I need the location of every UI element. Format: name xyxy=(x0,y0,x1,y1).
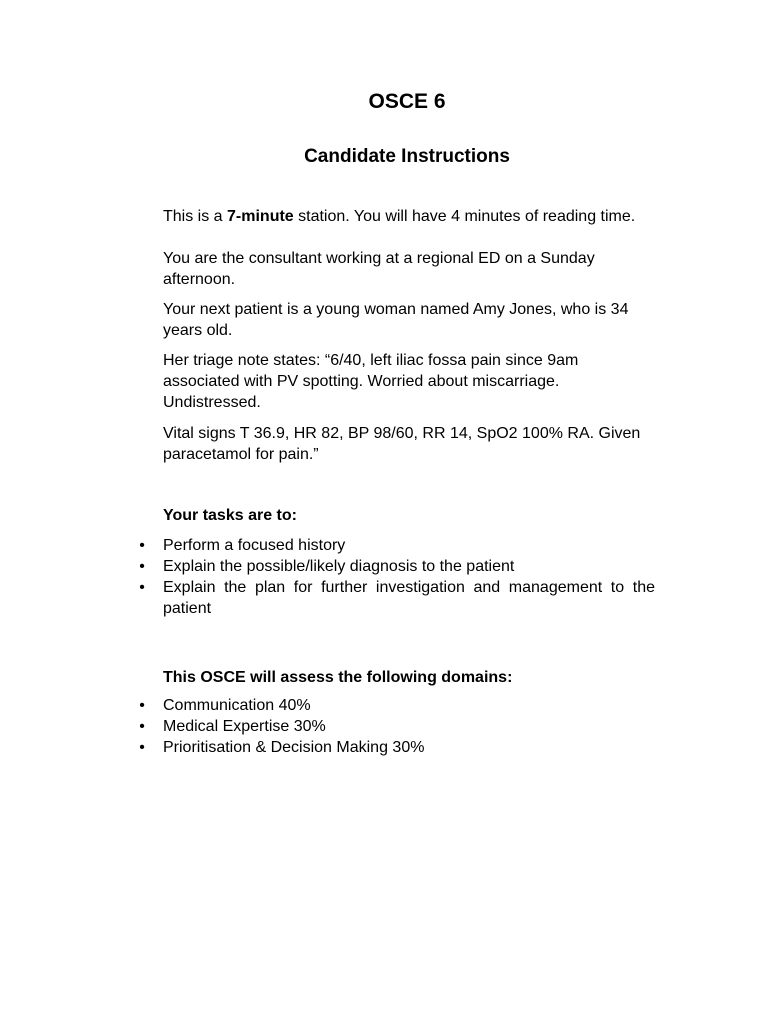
patient-paragraph: Your next patient is a young woman named Amy Jones, who is 34 years old. xyxy=(163,301,629,339)
task-item-text: Explain the possible/likely diagnosis to the patient xyxy=(163,558,515,575)
domain-item-text: Prioritisation & Decision Making 30% xyxy=(163,739,425,756)
task-item xyxy=(136,556,655,577)
bullet-icon: • xyxy=(139,697,145,714)
triage-paragraph: Her triage note states: “6/40, left iliac fossa pain since 9am associated with PV spotting. Worried about miscarriage. Undistressed. xyxy=(163,352,579,411)
document-subtitle: Candidate Instructions xyxy=(304,146,510,167)
domain-item xyxy=(136,716,655,737)
intro-duration: 7-minute xyxy=(227,208,294,225)
intro-prefix: This is a xyxy=(163,208,228,225)
domain-item xyxy=(136,695,655,716)
domains-heading: This OSCE will assess the following domains: xyxy=(163,669,513,686)
task-item-text: Perform a focused history xyxy=(163,537,346,554)
bullet-icon: • xyxy=(139,558,145,575)
intro-suffix: station. You will have 4 minutes of reading time. xyxy=(293,208,636,225)
bullet-icon: • xyxy=(139,718,145,735)
document-title: OSCE 6 xyxy=(368,90,446,113)
task-item xyxy=(136,577,655,619)
domain-item-text: Communication 40% xyxy=(163,697,311,714)
domain-item xyxy=(136,737,655,758)
domain-item-text: Medical Expertise 30% xyxy=(163,718,326,735)
task-item-text: Explain the plan for further investigation and management to the patient xyxy=(163,579,655,617)
domains-list xyxy=(136,695,655,758)
bullet-icon: • xyxy=(139,537,145,554)
task-item xyxy=(136,535,655,556)
intro-paragraph xyxy=(163,206,655,227)
tasks-list xyxy=(136,535,655,619)
vitals-paragraph: Vital signs T 36.9, HR 82, BP 98/60, RR 14, SpO2 100% RA. Given paracetamol for pain.” xyxy=(163,425,641,463)
bullet-icon: • xyxy=(139,739,145,756)
bullet-icon: • xyxy=(139,579,145,596)
tasks-heading: Your tasks are to: xyxy=(163,507,297,524)
role-paragraph: You are the consultant working at a regional ED on a Sunday afternoon. xyxy=(163,250,595,288)
